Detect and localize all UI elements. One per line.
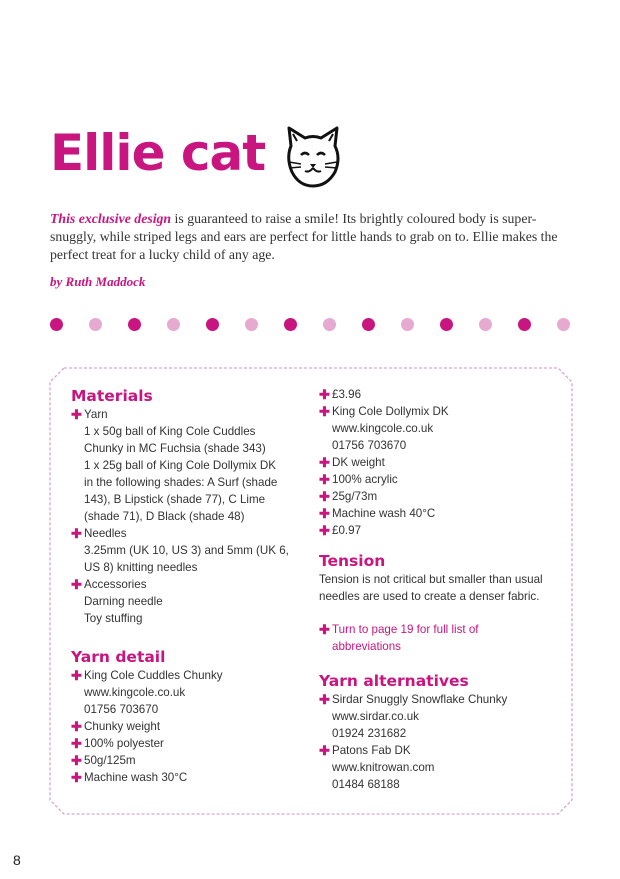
- dollymix-bullet: ✚ Machine wash 40°C: [319, 506, 436, 521]
- materials-heading: Materials: [71, 387, 153, 405]
- dollymix-bullet: ✚ DK weight: [319, 455, 385, 470]
- divider-dot: [167, 318, 180, 331]
- alternative-1-web: www.sirdar.co.uk: [332, 710, 419, 723]
- tension-text: Tension is not critical but smaller than usual needles are used to create a denser fabric.: [319, 573, 543, 603]
- dot-divider: [50, 318, 574, 332]
- plus-bullet-icon: ✚: [319, 455, 330, 470]
- divider-dot: [518, 318, 531, 331]
- needles-line: US 8) knitting needles: [84, 561, 198, 574]
- dollymix-bullet: ✚ 25g/73m: [319, 489, 378, 504]
- dollymix-bullet: ✚ £0.97: [319, 523, 362, 538]
- accessories-line: Toy stuffing: [84, 612, 143, 625]
- plus-bullet-icon: ✚: [319, 472, 330, 487]
- yarn-line: Chunky in MC Fuchsia (shade 343): [84, 442, 266, 455]
- materials-needles: ✚ Needles: [71, 526, 127, 541]
- plus-bullet-icon: ✚: [319, 404, 330, 419]
- yarn-alternatives-heading: Yarn alternatives: [319, 672, 469, 690]
- yarn-line: in the following shades: A Surf (shade: [84, 476, 278, 489]
- divider-dot: [284, 318, 297, 331]
- plus-bullet-icon: ✚: [71, 736, 82, 751]
- divider-dot: [479, 318, 492, 331]
- divider-dot: [245, 318, 258, 331]
- page-title: Ellie cat: [50, 124, 266, 182]
- page-number: 8: [13, 852, 21, 868]
- plus-bullet-icon: ✚: [71, 668, 82, 683]
- yarn-line: 1 x 50g ball of King Cole Cuddles: [84, 425, 256, 438]
- dollymix-phone: 01756 703670: [332, 439, 407, 452]
- alternative-1-phone: 01924 231682: [332, 727, 407, 740]
- byline: by Ruth Maddock: [50, 274, 146, 289]
- cat-face-icon: [283, 124, 343, 190]
- yarn-detail-bullet: ✚ 50g/125m: [71, 753, 136, 768]
- plus-bullet-icon: ✚: [319, 387, 330, 402]
- abbreviations-link[interactable]: ✚ Turn to page 19 for full list of: [319, 622, 479, 637]
- yarn-line: 1 x 25g ball of King Cole Dollymix DK: [84, 459, 277, 472]
- plus-bullet-icon: ✚: [319, 692, 330, 707]
- plus-bullet-icon: ✚: [71, 407, 82, 422]
- intro-paragraph: [50, 210, 570, 264]
- plus-bullet-icon: ✚: [319, 523, 330, 538]
- yarn-detail-bullet: ✚ Chunky weight: [71, 719, 161, 734]
- plus-bullet-icon: ✚: [319, 622, 330, 637]
- dollymix-brand: ✚ King Cole Dollymix DK: [319, 404, 449, 419]
- accessories-line: Darning needle: [84, 595, 163, 608]
- divider-dot: [323, 318, 336, 331]
- yarn-detail-brand: ✚ King Cole Cuddles Chunky: [71, 668, 223, 683]
- dollymix-web: www.kingcole.co.uk: [332, 422, 434, 435]
- alternative-2: ✚ Patons Fab DK: [319, 743, 411, 758]
- plus-bullet-icon: ✚: [319, 743, 330, 758]
- yarn-detail-phone: 01756 703670: [84, 703, 159, 716]
- divider-dot: [206, 318, 219, 331]
- divider-dot: [50, 318, 63, 331]
- divider-dot: [440, 318, 453, 331]
- intro-text: is guaranteed to raise a smile! Its brightly coloured body is super-snuggly, while striped legs and ears are perfect for little hands to grab on to. Ellie makes the perfect treat for a lucky child of any age.: [50, 211, 558, 262]
- alternative-2-phone: 01484 68188: [332, 778, 400, 791]
- dollymix-bullet: ✚ 100% acrylic: [319, 472, 398, 487]
- plus-bullet-icon: ✚: [71, 753, 82, 768]
- price-1: ✚ £3.96: [319, 387, 362, 402]
- yarn-detail-bullet: ✚ 100% polyester: [71, 736, 164, 751]
- abbreviations-link-line2[interactable]: abbreviations: [332, 640, 401, 653]
- tension-heading: Tension: [319, 552, 386, 570]
- alternative-1: ✚ Sirdar Snuggly Snowflake Chunky: [319, 692, 508, 707]
- divider-dot: [128, 318, 141, 331]
- plus-bullet-icon: ✚: [71, 770, 82, 785]
- right-column: [319, 386, 559, 793]
- plus-bullet-icon: ✚: [71, 526, 82, 541]
- yarn-detail-heading: Yarn detail: [71, 648, 166, 666]
- divider-dot: [557, 318, 570, 331]
- plus-bullet-icon: ✚: [319, 506, 330, 521]
- plus-bullet-icon: ✚: [71, 719, 82, 734]
- needles-line: 3.25mm (UK 10, US 3) and 5mm (UK 6,: [84, 544, 289, 557]
- alternative-2-web: www.knitrowan.com: [332, 761, 435, 774]
- divider-dot: [89, 318, 102, 331]
- left-column: [71, 386, 301, 786]
- divider-dot: [362, 318, 375, 331]
- plus-bullet-icon: ✚: [319, 489, 330, 504]
- yarn-detail-web: www.kingcole.co.uk: [84, 686, 186, 699]
- yarn-line: (shade 71), D Black (shade 48): [84, 510, 245, 523]
- materials-yarn: ✚ Yarn: [71, 407, 108, 422]
- intro-lead: This exclusive design: [50, 211, 172, 226]
- materials-accessories: ✚ Accessories: [71, 577, 147, 592]
- plus-bullet-icon: ✚: [71, 577, 82, 592]
- yarn-detail-bullet: ✚ Machine wash 30°C: [71, 770, 188, 785]
- divider-dot: [401, 318, 414, 331]
- yarn-line: 143), B Lipstick (shade 77), C Lime: [84, 493, 266, 506]
